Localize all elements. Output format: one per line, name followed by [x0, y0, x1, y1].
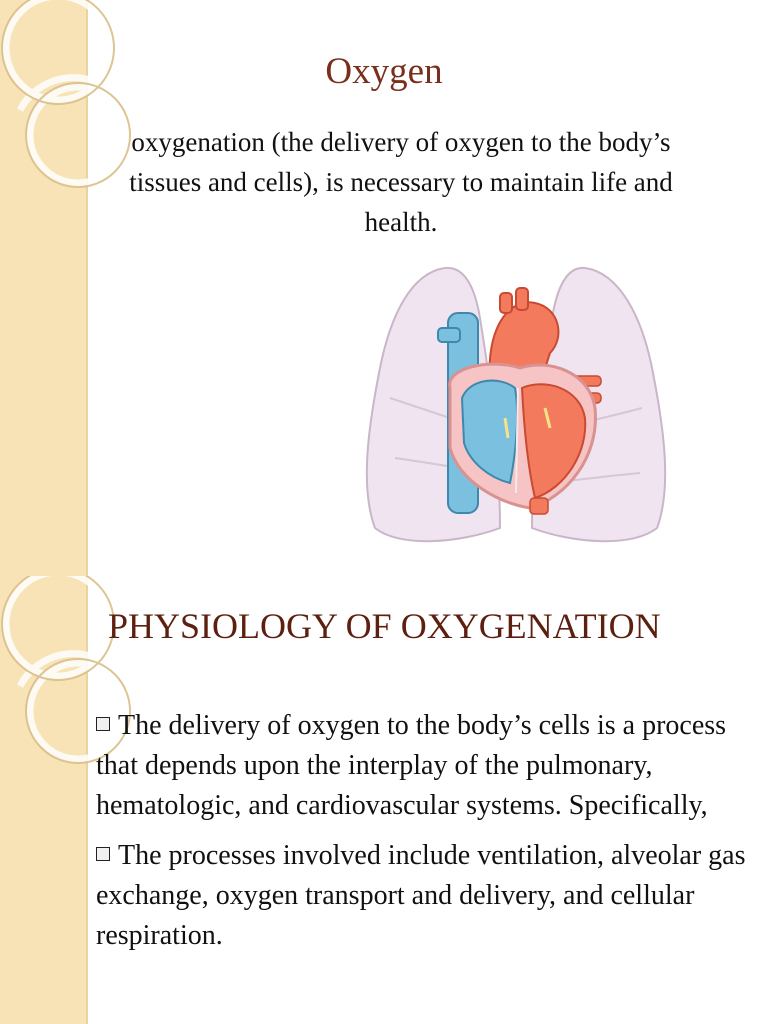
slide-physiology: [0, 576, 768, 1024]
intro-text: oxygenation (the delivery of oxygen to the body’s tissues and cells), is necessary to maintain life and health.: [129, 127, 673, 237]
bullet-text: The delivery of oxygen to the body’s cells is a process that depends upon the interplay of the pulmonary, hematologic, and cardiovascular systems. Specifically,: [96, 710, 727, 821]
checkbox-bullet-icon: [96, 717, 110, 731]
list-item: [96, 706, 746, 826]
bullet-text: The processes involved include ventilation, alveolar gas exchange, oxygen transport and delivery, and cellular respiration.: [96, 840, 746, 951]
bullet-list: [96, 706, 746, 966]
checkbox-bullet-icon: [96, 847, 110, 861]
list-item: [96, 836, 746, 956]
slide-title: Oxygen: [325, 51, 443, 92]
section-heading: PHYSIOLOGY OF OXYGENATION: [108, 606, 661, 646]
heart-lungs-icon: [350, 258, 680, 548]
